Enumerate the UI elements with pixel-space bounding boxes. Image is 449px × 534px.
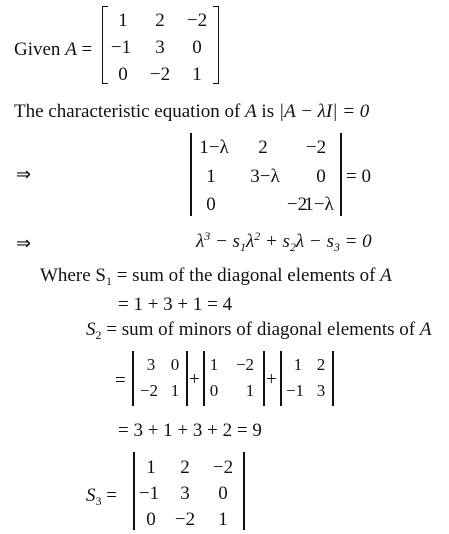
matrix-cell: −2 [186,10,208,31]
where-rest: = sum of the diagonal elements of [111,265,376,286]
matrix-cell: 2 [155,10,165,31]
minor-cell: 1 [245,381,255,400]
minor-cell: 0 [209,381,219,400]
minor1-right-bar [186,351,188,406]
s2-var: A [419,319,432,340]
matrix-cell: −2 [149,64,171,85]
matrix-cell: 3 [155,37,165,58]
equals-sign: = [106,485,117,506]
plus-sign: + [266,369,277,390]
implies-arrow: ⇒ [16,164,32,185]
det-cell: 0 [218,483,228,504]
det-cell: 0 [146,509,156,530]
s3-right-bar [243,452,245,530]
char-eq-var: A [245,101,257,122]
det-cell: 1 [218,509,228,530]
matrix-cell: 1 [192,64,202,85]
term: = 0 [339,231,372,252]
minor-cell: −2 [139,381,159,400]
implies-arrow: ⇒ [16,233,32,254]
det-cell: 1−λ [304,194,334,215]
exponent: 3 [204,229,211,243]
det-cell: −1 [138,483,160,504]
equals-sign: = [115,370,126,391]
given-var: A [65,39,77,60]
det-cell: −2 [286,194,308,215]
plus-sign: + [189,369,200,390]
det-cell: 0 [316,166,326,187]
subscript: 3 [95,494,102,508]
minor-cell: 2 [316,355,326,374]
det-cell: 3 [180,483,190,504]
term: − s [210,231,240,252]
where-text: Where S [40,265,106,286]
minor-cell: 1 [170,381,180,400]
det-cell: 2 [258,137,268,158]
det-cell: 2 [180,457,190,478]
s3-symbol: S [86,485,96,506]
s2-value: = 3 + 1 + 3 + 2 = 9 [118,420,262,441]
subscript: 1 [105,274,112,288]
s3-label [86,485,117,508]
exponent: 2 [254,229,261,243]
s2-symbol: S [86,319,96,340]
char-eq-is: is [261,101,275,122]
det-cell: −2 [305,137,327,158]
det-cell: 1 [206,166,216,187]
s2-rest: = sum of minors of diagonal elements of [101,319,416,340]
matrix-cell: 0 [118,64,128,85]
term: λ [196,231,205,252]
minor-cell: 1 [209,355,219,374]
minor-cell: 1 [293,355,303,374]
minor3-right-bar [332,351,334,406]
det-cell: 1−λ [199,137,229,158]
char-eq-text: The characteristic equation of [14,101,241,122]
det-cell: 0 [206,194,216,215]
given-equals: = [81,39,93,60]
given-label [14,40,92,59]
subscript: 2 [95,328,102,342]
det-cell: −2 [174,509,196,530]
minor-cell: 0 [170,355,180,374]
det-cell: −2 [212,457,234,478]
minor-cell: 3 [316,381,326,400]
s1-value: = 1 + 3 + 1 = 4 [118,294,233,315]
where-s1-line [40,265,392,288]
char-eq-line [14,102,369,121]
term: λ [245,231,255,252]
char-eq-expression: |A − λI| = 0 [278,101,370,122]
term: + s [260,231,290,252]
cubic-equation [196,229,372,254]
matrix-cell: 0 [192,37,202,58]
minor-cell: 3 [146,355,156,374]
where-var: A [380,265,392,286]
minor-cell: −1 [285,381,305,400]
subscript: 3 [333,240,340,254]
minor-cell: −2 [235,355,255,374]
matrix-cell: −1 [110,37,132,58]
given-word: Given [14,39,61,60]
subscript: 2 [289,240,296,254]
det-cell: 3−λ [250,166,280,187]
det-cell: 1 [146,457,156,478]
matrix-cell: 1 [118,10,128,31]
term: λ − s [295,231,334,252]
s2-def-line [86,319,432,342]
minor2-right-bar [263,351,265,406]
subscript: 1 [239,240,246,254]
det-equals-zero: = 0 [346,166,371,187]
